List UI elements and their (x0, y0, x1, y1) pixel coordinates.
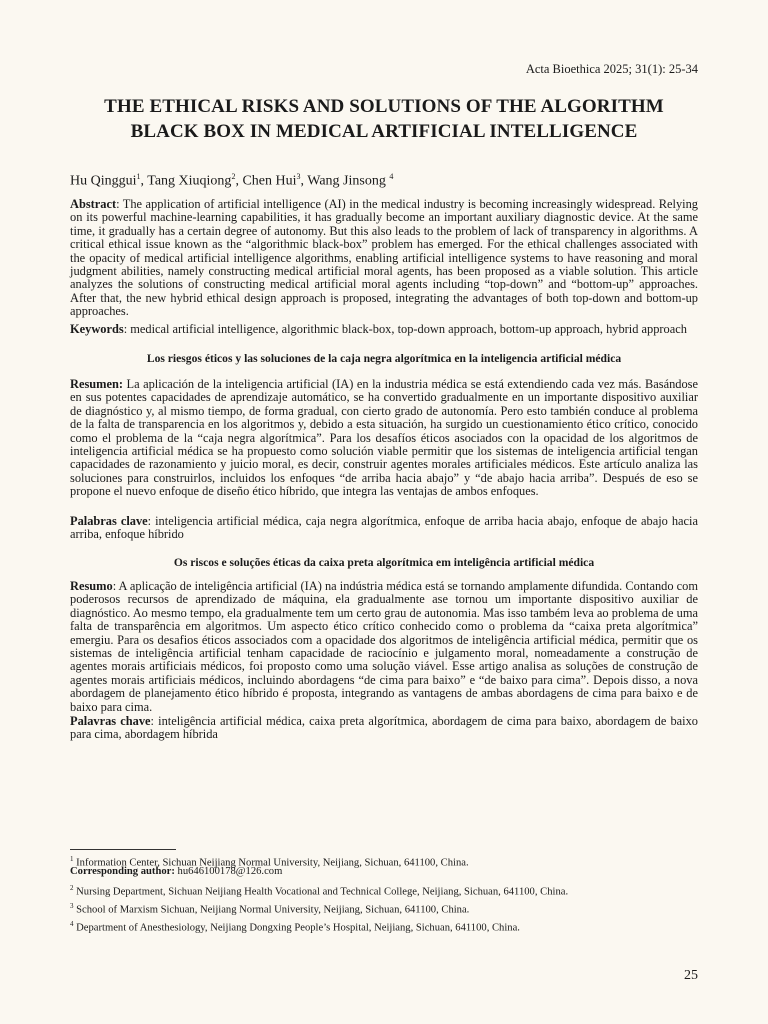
keywords-pt-label: Palavras chave (70, 714, 151, 728)
keywords-en (70, 323, 698, 336)
abstract-es-label: Resumen: (70, 377, 123, 391)
footnote-text: School of Marxism Sichuan, Neijiang Normal University, Neijiang, Sichuan, 641100, China. (73, 904, 470, 916)
author-affiliation-mark: 3 (296, 172, 301, 181)
author-affiliation-mark: 4 (389, 172, 394, 181)
keywords-pt (70, 715, 698, 742)
keywords-pt-text: : inteligência artificial médica, caixa preta algorítmica, abordagem de cima para baixo, abordagem de baixo para cima, abordagem híbrida (70, 714, 698, 742)
abstract-es-text: La aplicación de la inteligencia artificial (IA) en la industria médica se está extendiendo cada vez más. Basándose en sus potentes capacidades de aprendizaje automático, se ha convertido gradualmente en un importante dispositivo auxiliar de diagnóstico y, al mismo tiempo, de forma gradual, con cierto grado de autonomía. Pero esto también conduce al problema de la falta de transparencia en los algoritmos y, debido a esta situación, ha surgido un cuestionamiento ético crítico, conocido como el problema de la “caja negra algorítmica”. Para los desafíos éticos asociados con la opacidad de los algoritmos de inteligencia artificial médica se ha propuesto como solución viable permitir que los sistemas de inteligencia artificial tengan capacidades de razonamiento y juicio moral, es decir, construir agentes morales artificiales médicos. Este artículo analiza las soluciones para construirlos, incluidos los enfoques “de arriba hacia abajo” y “de abajo hacia arriba”. Después de eso se propone el nuevo enfoque de diseño ético híbrido, que integra las ventajas de ambos enfoques. (70, 377, 698, 499)
footnote-text: Nursing Department, Sichuan Neijiang Health Vocational and Technical College, Neijiang, Sichuan, 641100, China. (73, 886, 569, 898)
footnote-text: Department of Anesthesiology, Neijiang Dongxing People’s Hospital, Neijiang, Sichuan, 641100, China. (73, 922, 520, 934)
author: Tang Xiuqiong (147, 173, 232, 189)
corresponding-author (70, 866, 282, 879)
footnote-3 (70, 900, 469, 917)
author-separator: , (235, 173, 243, 189)
author: Wang Jinsong (307, 173, 390, 189)
title-pt: Os riscos e soluções éticas da caixa preta algorítmica em inteligência artificial médica (173, 556, 595, 569)
abstract-en (70, 198, 698, 319)
abstract-en-label: Abstract (70, 197, 117, 211)
corresponding-author-label: Corresponding author: (70, 866, 175, 877)
title-es: Los riesgos éticos y las soluciones de la caja negra algorítmica en la inteligencia artificial médica (146, 352, 622, 365)
author-separator: , (140, 173, 148, 189)
author-affiliation-mark: 2 (231, 172, 236, 181)
paper-page (70, 0, 698, 1024)
keywords-es-label: Palabras clave (70, 514, 148, 528)
title-line-1: THE ETHICAL RISKS AND SOLUTIONS OF THE ALGORITHM (104, 96, 664, 117)
journal-citation: Acta Bioethica 2025; 31(1): 25-34 (525, 62, 698, 76)
footnote-mark: 2 (70, 884, 74, 892)
author-list (70, 172, 393, 190)
page-number: 25 (684, 968, 698, 983)
abstract-en-text: : The application of artificial intelligence (AI) in the medical industry is becoming increasingly widespread. Relying on its powerful machine-learning capabilities, it has gradually become an important auxiliary diagnostic device. At the same time, it gradually has a certain degree of autonomy. But this also leads to the problem of lack of transparency in algorithms. A critical ethical issue known as the “algorithmic black-box” problem has emerged. For the ethical challenges associated with the opacity of medical artificial intelligence algorithms, enabling artificial intelligence systems to have reasoning and moral judgment abilities, namely constructing medical artificial moral agents, has been proposed as a viable solution. This article analyzes the solutions of constructing medical artificial moral agents including “top-down” and “bottom-up” approaches. After that, the new hybrid ethical design approach is proposed, integrating the advantages of both top-down and bottom-up approaches. (70, 197, 698, 319)
abstract-pt-label: Resumo (70, 579, 113, 593)
abstract-es (70, 378, 698, 499)
footnote-mark: 1 (70, 855, 74, 863)
keywords-en-label: Keywords (70, 322, 124, 336)
author: Chen Hui (242, 173, 297, 189)
footnote-text: Information Center, Sichuan Neijiang Normal University, Neijiang, Sichuan, 641100, China. (73, 857, 469, 869)
corresponding-author-email: hu646100178@126.com (174, 866, 283, 877)
footnote-mark: 3 (70, 902, 74, 910)
footnote-4 (70, 918, 520, 935)
footnote-mark: 4 (70, 920, 74, 928)
abstract-pt-text: : A aplicação de inteligência artificial (IA) na indústria médica está se tornando amplamente difundida. Contando com poderosos recursos de aprendizado de máquina, ela gradualmente ase tornou um importante dispositivo auxiliar de diagnóstico. Ao mesmo tempo, ela gradualmente tem um certo grau de autonomia. Mas isso também leva ao problema de uma falta de transparência em algoritmos. Um aspecto ético crítico conhecido como o problema da “caixa preta algorítmica” emergiu. Para os desafios éticos associados com a opacidade dos algoritmos de inteligência artificial médica, permitir que os sistemas de inteligência artificial tenham capacidade de raciocínio e julgamento moral, nomeadamente a construção de agentes morais artificiais médicos, foi proposto como uma solução viável. Esse artigo analisa as soluções de construção de agentes morais artificiais médicos, incluindo abordagens “de cima para baixo” e “de baixo para cima”. Depois disso, a nova abordagem de planejamento ético híbrido é proposta, integrando as vantagens de ambas abordagens de cima para baixo e de baixo para cima. (70, 579, 698, 714)
author-separator: , (300, 173, 308, 189)
author-affiliation-mark: 1 (136, 172, 141, 181)
title-line-2: BLACK BOX IN MEDICAL ARTIFICIAL INTELLIGENCE (130, 121, 638, 142)
article-title (70, 94, 698, 144)
footnote-2 (70, 882, 568, 899)
keywords-es (70, 515, 698, 542)
footnote-divider (70, 849, 176, 850)
keywords-en-text: : medical artificial intelligence, algorithmic black-box, top-down approach, bottom-up approach, hybrid approach (123, 322, 687, 336)
keywords-es-text: : inteligencia artificial médica, caja negra algorítmica, enfoque de arriba hacia abajo, enfoque de abajo hacia arriba, enfoque híbrido (70, 514, 698, 542)
abstract-pt (70, 580, 698, 714)
author: Hu Qinggui (70, 173, 137, 189)
